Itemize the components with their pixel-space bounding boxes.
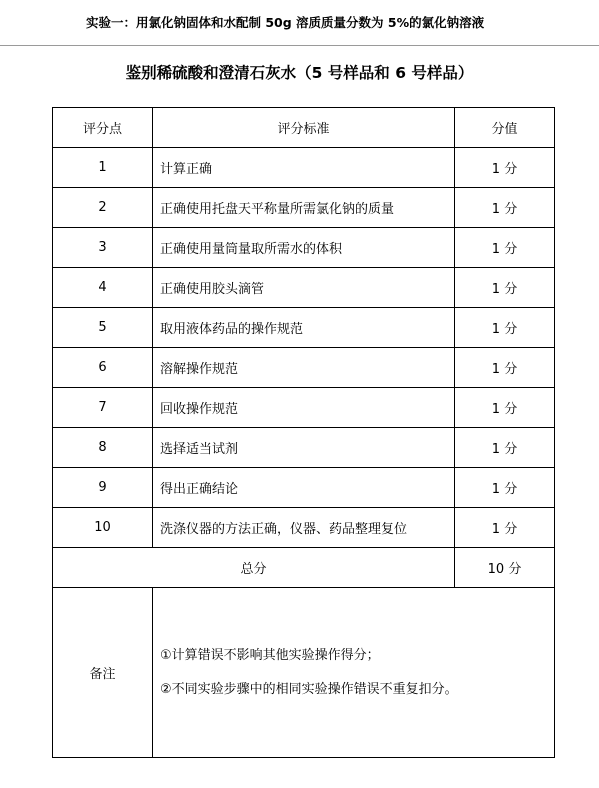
row-standard: 计算正确 — [153, 148, 455, 188]
table-row — [53, 268, 555, 308]
notes-label: 备注 — [53, 588, 153, 758]
note-line: ②不同实验步骤中的相同实验操作错误不重复扣分。 — [160, 681, 458, 697]
row-standard: 得出正确结论 — [153, 468, 455, 508]
header-score: 分值 — [455, 108, 555, 148]
table-row — [53, 228, 555, 268]
experiment-title: 实验一：用氯化钠固体和水配制 50g 溶质质量分数为 5%的氯化钠溶液 — [86, 15, 485, 30]
row-score: 1 分 — [455, 308, 555, 348]
table-row — [53, 388, 555, 428]
row-standard: 选择适当试剂 — [153, 428, 455, 468]
table-row — [53, 188, 555, 228]
table-header-row — [53, 108, 555, 148]
row-point: 10 — [53, 508, 153, 548]
table-row — [53, 308, 555, 348]
section-subtitle: 鉴别稀硫酸和澄清石灰水（5 号样品和 6 号样品） — [125, 64, 474, 82]
row-standard: 取用液体药品的操作规范 — [153, 308, 455, 348]
total-label: 总分 — [53, 548, 455, 588]
table-row — [53, 468, 555, 508]
row-point: 4 — [53, 268, 153, 308]
row-score: 1 分 — [455, 228, 555, 268]
scoring-table — [52, 107, 555, 758]
row-point: 1 — [53, 148, 153, 188]
row-score: 1 分 — [455, 388, 555, 428]
notes-row — [53, 588, 555, 758]
row-standard: 回收操作规范 — [153, 388, 455, 428]
row-score: 1 分 — [455, 188, 555, 228]
table-row — [53, 508, 555, 548]
header-point: 评分点 — [53, 108, 153, 148]
row-standard: 正确使用托盘天平称量所需氯化钠的质量 — [153, 188, 455, 228]
row-standard: 正确使用量筒量取所需水的体积 — [153, 228, 455, 268]
note-line: ①计算错误不影响其他实验操作得分； — [160, 647, 380, 663]
row-point: 3 — [53, 228, 153, 268]
row-score: 1 分 — [455, 428, 555, 468]
table-row — [53, 348, 555, 388]
row-standard: 正确使用胶头滴管 — [153, 268, 455, 308]
table-row — [53, 148, 555, 188]
table-row — [53, 428, 555, 468]
row-score: 1 分 — [455, 508, 555, 548]
notes-content — [153, 588, 555, 758]
row-standard: 洗涤仪器的方法正确，仪器、药品整理复位 — [153, 508, 455, 548]
header-standard: 评分标准 — [153, 108, 455, 148]
row-point: 5 — [53, 308, 153, 348]
total-row — [53, 548, 555, 588]
row-point: 8 — [53, 428, 153, 468]
row-score: 1 分 — [455, 348, 555, 388]
row-score: 1 分 — [455, 268, 555, 308]
row-score: 1 分 — [455, 468, 555, 508]
row-standard: 溶解操作规范 — [153, 348, 455, 388]
page-header — [0, 0, 599, 46]
total-score: 10 分 — [455, 548, 555, 588]
row-score: 1 分 — [455, 148, 555, 188]
row-point: 2 — [53, 188, 153, 228]
row-point: 7 — [53, 388, 153, 428]
row-point: 9 — [53, 468, 153, 508]
row-point: 6 — [53, 348, 153, 388]
